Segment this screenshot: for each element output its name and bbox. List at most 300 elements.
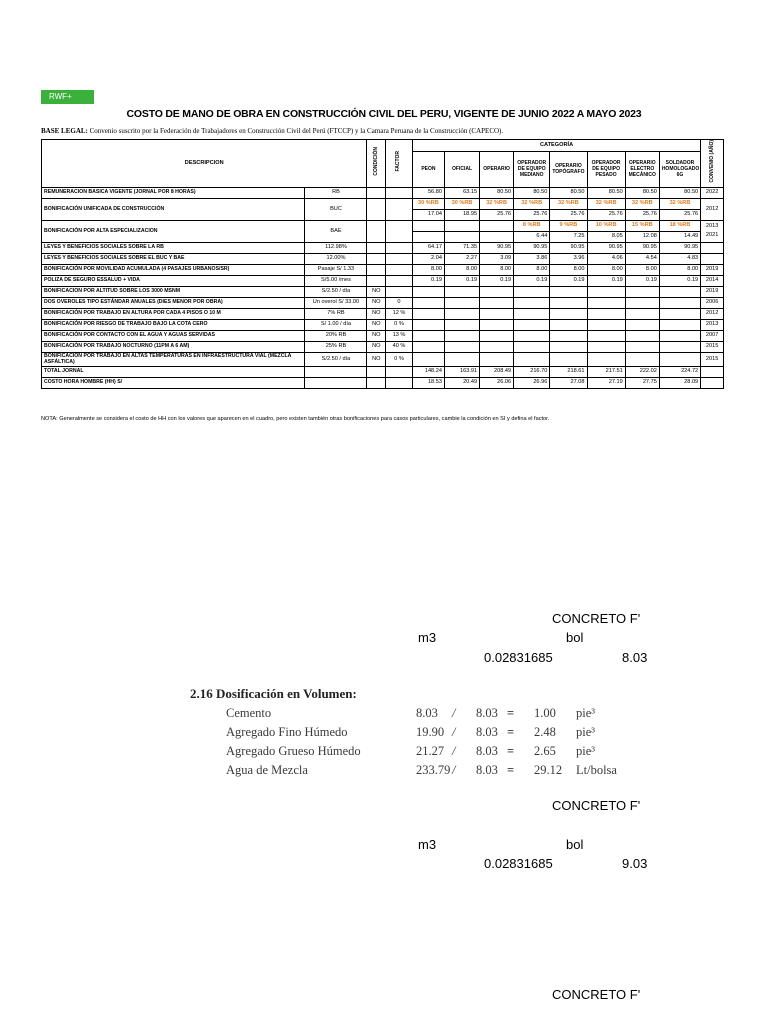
row-value-cell: 63.15	[444, 187, 479, 198]
row-year: 2019	[701, 264, 724, 275]
row-value-cell	[587, 308, 625, 319]
row-value-cell	[587, 330, 625, 341]
row-key: 25% RB	[305, 341, 367, 352]
row-value-cell: 80.50	[659, 187, 700, 198]
dosificacion-b: 8.03	[476, 725, 498, 739]
row-percent-cell: 30 %RB	[412, 198, 444, 209]
row-condition: NO	[367, 319, 386, 330]
row-value-cell: 25.76	[659, 209, 700, 220]
row-value-cell: 25.76	[514, 209, 550, 220]
row-year: 2012	[701, 198, 724, 220]
row-key: Un overol S/ 33.00	[305, 297, 367, 308]
row-percent-cell: 32 %RB	[625, 198, 659, 209]
row-value-cell	[412, 341, 444, 352]
unit-m3-2: m3	[418, 837, 437, 852]
row-condition	[367, 242, 386, 253]
row-value-cell: 3.96	[550, 253, 587, 264]
row-value-cell: 90.95	[587, 242, 625, 253]
row-value-cell	[444, 286, 479, 297]
row-value-cell: 2.04	[412, 253, 444, 264]
row-value-cell	[480, 352, 514, 366]
table-row	[42, 366, 724, 377]
row-value-cell: 25.76	[550, 209, 587, 220]
row-value-cell: 28.09	[659, 377, 700, 388]
row-value-cell: 80.50	[514, 187, 550, 198]
table-row	[42, 242, 724, 253]
row-value-cell: 8.00	[659, 264, 700, 275]
row-description: LEYES Y BENEFICIOS SOCIALES SOBRE EL BUC Y BAE	[42, 253, 305, 264]
row-factor	[386, 187, 413, 198]
row-value-cell	[625, 352, 659, 366]
row-description: BONIFICACIÓN POR RIESGO DE TRABAJO BAJO LA COTA CERO	[42, 319, 305, 330]
row-value-cell: 2.27	[444, 253, 479, 264]
row-value-cell: 80.50	[480, 187, 514, 198]
row-value-cell	[412, 319, 444, 330]
concreto-title-2: CONCRETO F'	[552, 798, 641, 813]
row-value-cell	[659, 286, 700, 297]
row-percent-cell: 32 %RB	[659, 198, 700, 209]
row-value-cell	[550, 297, 587, 308]
dosificacion-u: pie³	[576, 725, 596, 739]
row-value-cell	[587, 286, 625, 297]
row-description: LEYES Y BENEFICIOS SOCIALES SOBRE LA RB	[42, 242, 305, 253]
row-condition	[367, 198, 386, 220]
row-factor	[386, 264, 413, 275]
row-key	[305, 377, 367, 388]
dosificacion-u: pie³	[576, 706, 596, 720]
row-value-cell: 8.00	[444, 264, 479, 275]
dosificacion-b: 8.03	[476, 706, 498, 720]
row-key: RB	[305, 187, 367, 198]
row-year: 2012	[701, 308, 724, 319]
dosificacion-op: /	[452, 744, 456, 758]
header-cat-electromecanico: OPERARIO ELECTRO MECÁNICO	[625, 152, 659, 187]
row-percent-cell: 32 %RB	[587, 198, 625, 209]
header-categoria: CATEGORÍA	[412, 140, 700, 152]
row-description: COSTO HORA HOMBRE (HH) S/	[42, 377, 305, 388]
figure-heading: 2.16 Dosificación en Volumen:	[190, 686, 357, 701]
dosificacion-name: Agua de Mezcla	[226, 763, 308, 777]
row-factor	[386, 366, 413, 377]
header-cat-operario: OPERARIO	[480, 152, 514, 187]
row-value-cell: 218.61	[550, 366, 587, 377]
row-value-cell	[412, 352, 444, 366]
row-percent-cell	[412, 220, 444, 231]
row-condition: NO	[367, 286, 386, 297]
row-value-cell: 90.95	[625, 242, 659, 253]
row-value-cell	[514, 352, 550, 366]
row-condition	[367, 253, 386, 264]
row-value-cell	[587, 341, 625, 352]
row-factor	[386, 242, 413, 253]
row-value-cell: 0.19	[625, 275, 659, 286]
row-factor	[386, 253, 413, 264]
row-value-cell: 27.08	[550, 377, 587, 388]
row-value-cell: 25.76	[625, 209, 659, 220]
row-value-cell	[625, 330, 659, 341]
row-value-cell	[659, 297, 700, 308]
header-condicion: CONDICIÓN	[367, 140, 386, 188]
row-factor: 12 %	[386, 308, 413, 319]
row-description: BONIFICACION POR ALTITUD SOBRE LOS 3000 MSNM	[42, 286, 305, 297]
row-key: 112.98%	[305, 242, 367, 253]
row-value-cell	[587, 352, 625, 366]
row-condition: NO	[367, 352, 386, 366]
labor-cost-table	[41, 139, 724, 389]
row-value-cell: 17.04	[412, 209, 444, 220]
row-year	[701, 377, 724, 388]
row-value-cell: 163.91	[444, 366, 479, 377]
row-value-cell: 80.50	[587, 187, 625, 198]
row-value-cell: 25.76	[480, 209, 514, 220]
table-row	[42, 341, 724, 352]
base-legal-text: Convenio suscrito por la Federación de Trabajadores en Construcción Civil del Perú (FTCCP) y la Camara Peruana de la Construcción (CAPECO).	[89, 127, 504, 135]
row-description: BONIFICACIÓN POR TRABAJO NOCTURNO (11PM A 6 AM)	[42, 341, 305, 352]
base-legal	[41, 127, 503, 135]
row-condition: NO	[367, 330, 386, 341]
dosificacion-name: Cemento	[226, 706, 272, 720]
dosificacion-r: 1.00	[534, 706, 556, 720]
row-value-cell	[480, 231, 514, 242]
row-value-cell	[444, 231, 479, 242]
row-value-cell: 90.95	[514, 242, 550, 253]
dosificacion-a: 21.27	[416, 744, 445, 758]
row-value-cell	[514, 286, 550, 297]
row-value-cell	[659, 319, 700, 330]
table-row	[42, 264, 724, 275]
row-value-cell	[480, 297, 514, 308]
dosificacion-u: Lt/bolsa	[576, 763, 617, 777]
row-value-cell	[480, 308, 514, 319]
row-description: BONIFICACIÓN POR MOVILIDAD ACUMULADA (4 PASAJES URBANOS/SR)	[42, 264, 305, 275]
row-year	[701, 253, 724, 264]
row-value-cell: 14.49	[659, 231, 700, 242]
row-percent-cell: 15 %RB	[625, 220, 659, 231]
row-description: BONIFICACIÓN POR TRABAJO EN ALTURA POR CADA 4 PISOS O 10 M	[42, 308, 305, 319]
row-value-cell: 3.09	[480, 253, 514, 264]
row-key: S/2.50 / día	[305, 352, 367, 366]
row-value-cell	[514, 319, 550, 330]
row-value-cell: 217.51	[587, 366, 625, 377]
row-value-cell	[444, 308, 479, 319]
row-value-cell: 90.95	[480, 242, 514, 253]
header-cat-peon: PEON	[412, 152, 444, 187]
row-condition: NO	[367, 341, 386, 352]
row-value-cell: 216.70	[514, 366, 550, 377]
row-year: 2013 2021	[701, 220, 724, 242]
row-value-cell: 8.00	[625, 264, 659, 275]
row-percent-cell: 8 %RB	[514, 220, 550, 231]
header-descripcion: DESCRIPCION	[42, 140, 367, 188]
dosificacion-a: 233.79	[416, 763, 451, 777]
row-value-cell: 8.00	[550, 264, 587, 275]
dosificacion-op: /	[452, 763, 456, 777]
row-description: BONIFICACIÓN POR TRABAJO EN ALTAS TEMPERATURAS EN INFRAESTRUCTURA VIAL (MEZCLA ASFÁLTICA)	[42, 352, 305, 366]
row-factor: 0	[386, 297, 413, 308]
row-value-cell: 12.08	[625, 231, 659, 242]
row-value-cell: 90.95	[659, 242, 700, 253]
row-value-cell	[587, 319, 625, 330]
row-key	[305, 366, 367, 377]
row-year	[701, 242, 724, 253]
dosificacion-op: /	[452, 725, 456, 739]
row-value-cell: 3.86	[514, 253, 550, 264]
unit-bol-2: bol	[566, 837, 584, 852]
table-row	[42, 275, 724, 286]
nota: NOTA: Generalmente se considera el costo de HH con los valores que aparecen en el cuadro, pero existen también otras bonificaciones para casos particulares, cambie la condición en SI y defina el factor.	[41, 416, 550, 422]
row-year: 2019	[701, 286, 724, 297]
badge: RWF+	[41, 90, 94, 104]
dosificacion-eq: =	[507, 725, 515, 739]
row-factor	[386, 198, 413, 220]
row-year: 2013	[701, 319, 724, 330]
row-value-cell: 4.83	[659, 253, 700, 264]
row-value-cell	[550, 330, 587, 341]
row-description: TOTAL JORNAL	[42, 366, 305, 377]
dosificacion-a: 19.90	[416, 725, 445, 739]
row-value-cell: 80.50	[625, 187, 659, 198]
row-value-cell: 64.17	[412, 242, 444, 253]
row-key: Pasaje S/ 1.33	[305, 264, 367, 275]
row-key: 20% RB	[305, 330, 367, 341]
row-value-cell: 224.72	[659, 366, 700, 377]
row-value-cell	[550, 319, 587, 330]
row-value-cell: 0.19	[480, 275, 514, 286]
row-value-cell: 0.19	[412, 275, 444, 286]
row-value-cell: 90.95	[550, 242, 587, 253]
row-value-cell: 0.19	[659, 275, 700, 286]
row-value-cell	[412, 286, 444, 297]
row-description: BONIFICACIÓN POR CONTACTO CON EL AGUA Y AGUAS SERVIDAS	[42, 330, 305, 341]
row-percent-cell: 32 %RB	[550, 198, 587, 209]
row-value-cell: 0.19	[514, 275, 550, 286]
dosificacion-b: 8.03	[476, 763, 498, 777]
row-condition	[367, 377, 386, 388]
dosificacion-eq: =	[507, 763, 515, 777]
row-value-cell	[550, 308, 587, 319]
header-convenio: CONVENIO (AÑO)	[701, 140, 724, 188]
table-row	[42, 253, 724, 264]
row-value-cell	[412, 297, 444, 308]
row-value-cell	[480, 330, 514, 341]
row-year: 2022	[701, 187, 724, 198]
row-value-cell	[659, 352, 700, 366]
row-condition: NO	[367, 308, 386, 319]
row-value-cell	[514, 330, 550, 341]
row-value-cell	[659, 308, 700, 319]
dosificacion-b: 8.03	[476, 744, 498, 758]
row-year: 2014	[701, 275, 724, 286]
row-value-cell	[514, 308, 550, 319]
row-value-cell	[625, 286, 659, 297]
row-description: BONIFICACIÓN POR ALTA ESPECIALIZACION	[42, 220, 305, 242]
row-value-cell	[625, 341, 659, 352]
value-2: 9.03	[622, 856, 648, 871]
row-value-cell: 0.19	[587, 275, 625, 286]
row-percent-cell: 32 %RB	[480, 198, 514, 209]
header-cat-operador-mediano: OPERADOR DE EQUIPO MEDIANO	[514, 152, 550, 187]
factor-1: 0.02831685	[484, 650, 553, 665]
row-value-cell	[480, 319, 514, 330]
row-value-cell	[625, 297, 659, 308]
row-value-cell: 208.49	[480, 366, 514, 377]
row-value-cell: 25.76	[587, 209, 625, 220]
dosificacion-u: pie³	[576, 744, 596, 758]
row-value-cell: 148.24	[412, 366, 444, 377]
row-value-cell	[480, 286, 514, 297]
row-key: BUC	[305, 198, 367, 220]
table-row	[42, 319, 724, 330]
table-row	[42, 198, 724, 209]
dosificacion-row	[190, 763, 630, 781]
dosificacion-row	[190, 725, 630, 743]
row-description: POLIZA DE SEGURO ESSALUD + VIDA	[42, 275, 305, 286]
row-condition	[367, 366, 386, 377]
row-condition	[367, 220, 386, 242]
row-key: 7% RB	[305, 308, 367, 319]
row-value-cell	[412, 330, 444, 341]
row-value-cell: 26.96	[514, 377, 550, 388]
row-value-cell	[625, 319, 659, 330]
table-row	[42, 220, 724, 231]
row-description: DOS OVEROLES TIPO ESTÁNDAR ANUALES (DIES MENOR POR OBRA)	[42, 297, 305, 308]
row-factor	[386, 275, 413, 286]
row-value-cell	[444, 297, 479, 308]
row-value-cell	[514, 297, 550, 308]
row-condition	[367, 187, 386, 198]
row-percent-cell: 32 %RB	[514, 198, 550, 209]
row-value-cell	[412, 231, 444, 242]
row-description: BONIFICACIÓN UNIFICADA DE CONSTRUCCIÓN	[42, 198, 305, 220]
row-condition	[367, 275, 386, 286]
row-value-cell	[550, 341, 587, 352]
table-row	[42, 330, 724, 341]
row-condition: NO	[367, 297, 386, 308]
dosificacion-eq: =	[507, 744, 515, 758]
row-value-cell: 56.80	[412, 187, 444, 198]
row-year: 2015	[701, 352, 724, 366]
row-value-cell	[480, 341, 514, 352]
table-row	[42, 297, 724, 308]
row-key: S/ 1.00 / día	[305, 319, 367, 330]
header-cat-soldador: SOLDADOR HOMOLOGADO 6G	[659, 152, 700, 187]
row-factor: 40 %	[386, 341, 413, 352]
dosificacion-name: Agregado Fino Húmedo	[226, 725, 348, 739]
concreto-title-1: CONCRETO F'	[552, 611, 641, 626]
row-value-cell: 26.06	[480, 377, 514, 388]
header-cat-oficial: OFICIAL	[444, 152, 479, 187]
row-condition	[367, 264, 386, 275]
row-percent-cell: 9 %RB	[550, 220, 587, 231]
row-percent-cell	[444, 220, 479, 231]
row-factor	[386, 220, 413, 242]
dosificacion-op: /	[452, 706, 456, 720]
row-value-cell	[625, 308, 659, 319]
row-value-cell	[587, 297, 625, 308]
row-value-cell: 27.75	[625, 377, 659, 388]
row-value-cell: 0.19	[444, 275, 479, 286]
row-value-cell	[444, 352, 479, 366]
row-value-cell: 222.02	[625, 366, 659, 377]
row-value-cell: 8.05	[587, 231, 625, 242]
row-factor: 0 %	[386, 352, 413, 366]
row-value-cell	[659, 341, 700, 352]
value-1: 8.03	[622, 650, 648, 665]
row-value-cell: 0.19	[550, 275, 587, 286]
row-value-cell	[444, 341, 479, 352]
row-value-cell: 6.44	[514, 231, 550, 242]
header-factor: FACTOR	[386, 140, 413, 188]
concreto-title-3: CONCRETO F'	[552, 987, 641, 1002]
row-percent-cell	[480, 220, 514, 231]
unit-bol-1: bol	[566, 630, 584, 645]
row-value-cell: 8.00	[587, 264, 625, 275]
row-value-cell: 4.54	[625, 253, 659, 264]
row-value-cell: 18.95	[444, 209, 479, 220]
row-value-cell	[550, 352, 587, 366]
dosificacion-a: 8.03	[416, 706, 438, 720]
row-year: 2006	[701, 297, 724, 308]
row-percent-cell: 30 %RB	[444, 198, 479, 209]
row-year	[701, 366, 724, 377]
table-row	[42, 286, 724, 297]
row-key: 12.00%	[305, 253, 367, 264]
row-value-cell: 27.19	[587, 377, 625, 388]
row-value-cell: 8.00	[412, 264, 444, 275]
row-percent-cell: 18 %RB	[659, 220, 700, 231]
unit-m3-1: m3	[418, 630, 437, 645]
table-row	[42, 352, 724, 366]
page-title: COSTO DE MANO DE OBRA EN CONSTRUCCIÓN CIVIL DEL PERU, VIGENTE DE JUNIO 2022 A MAYO 2023	[126, 108, 642, 120]
row-value-cell: 80.50	[550, 187, 587, 198]
row-value-cell: 7.25	[550, 231, 587, 242]
dosificacion-r: 2.65	[534, 744, 556, 758]
row-value-cell: 4.06	[587, 253, 625, 264]
factor-2: 0.02831685	[484, 856, 553, 871]
row-key: S/5.00 /mes	[305, 275, 367, 286]
header-cat-topografo: OPERARIO TOPÓGRAFO	[550, 152, 587, 187]
row-key: BAE	[305, 220, 367, 242]
row-factor	[386, 377, 413, 388]
row-factor: 13 %	[386, 330, 413, 341]
dosificacion-eq: =	[507, 706, 515, 720]
header-cat-operador-pesado: OPERADOR DE EQUIPO PESADO	[587, 152, 625, 187]
row-value-cell	[550, 286, 587, 297]
row-value-cell: 20.49	[444, 377, 479, 388]
table-row	[42, 308, 724, 319]
row-value-cell: 18.53	[412, 377, 444, 388]
dosificacion-name: Agregado Grueso Húmedo	[226, 744, 361, 758]
row-value-cell	[412, 308, 444, 319]
row-key: S/2.50 / día	[305, 286, 367, 297]
row-year: 2007	[701, 330, 724, 341]
row-value-cell: 71.35	[444, 242, 479, 253]
dosificacion-row	[190, 744, 630, 762]
dosificacion-r: 29.12	[534, 763, 563, 777]
row-value-cell	[444, 330, 479, 341]
dosificacion-r: 2.48	[534, 725, 556, 739]
row-percent-cell: 10 %RB	[587, 220, 625, 231]
table-row	[42, 377, 724, 388]
row-value-cell: 8.00	[514, 264, 550, 275]
dosificacion-figure	[190, 686, 630, 782]
row-value-cell: 8.00	[480, 264, 514, 275]
row-description: REMUNERACION BASICA VIGENTE (JORNAL POR 8 HORAS)	[42, 187, 305, 198]
base-legal-label: BASE LEGAL:	[41, 127, 88, 135]
row-factor	[386, 286, 413, 297]
row-year: 2015	[701, 341, 724, 352]
row-value-cell	[659, 330, 700, 341]
